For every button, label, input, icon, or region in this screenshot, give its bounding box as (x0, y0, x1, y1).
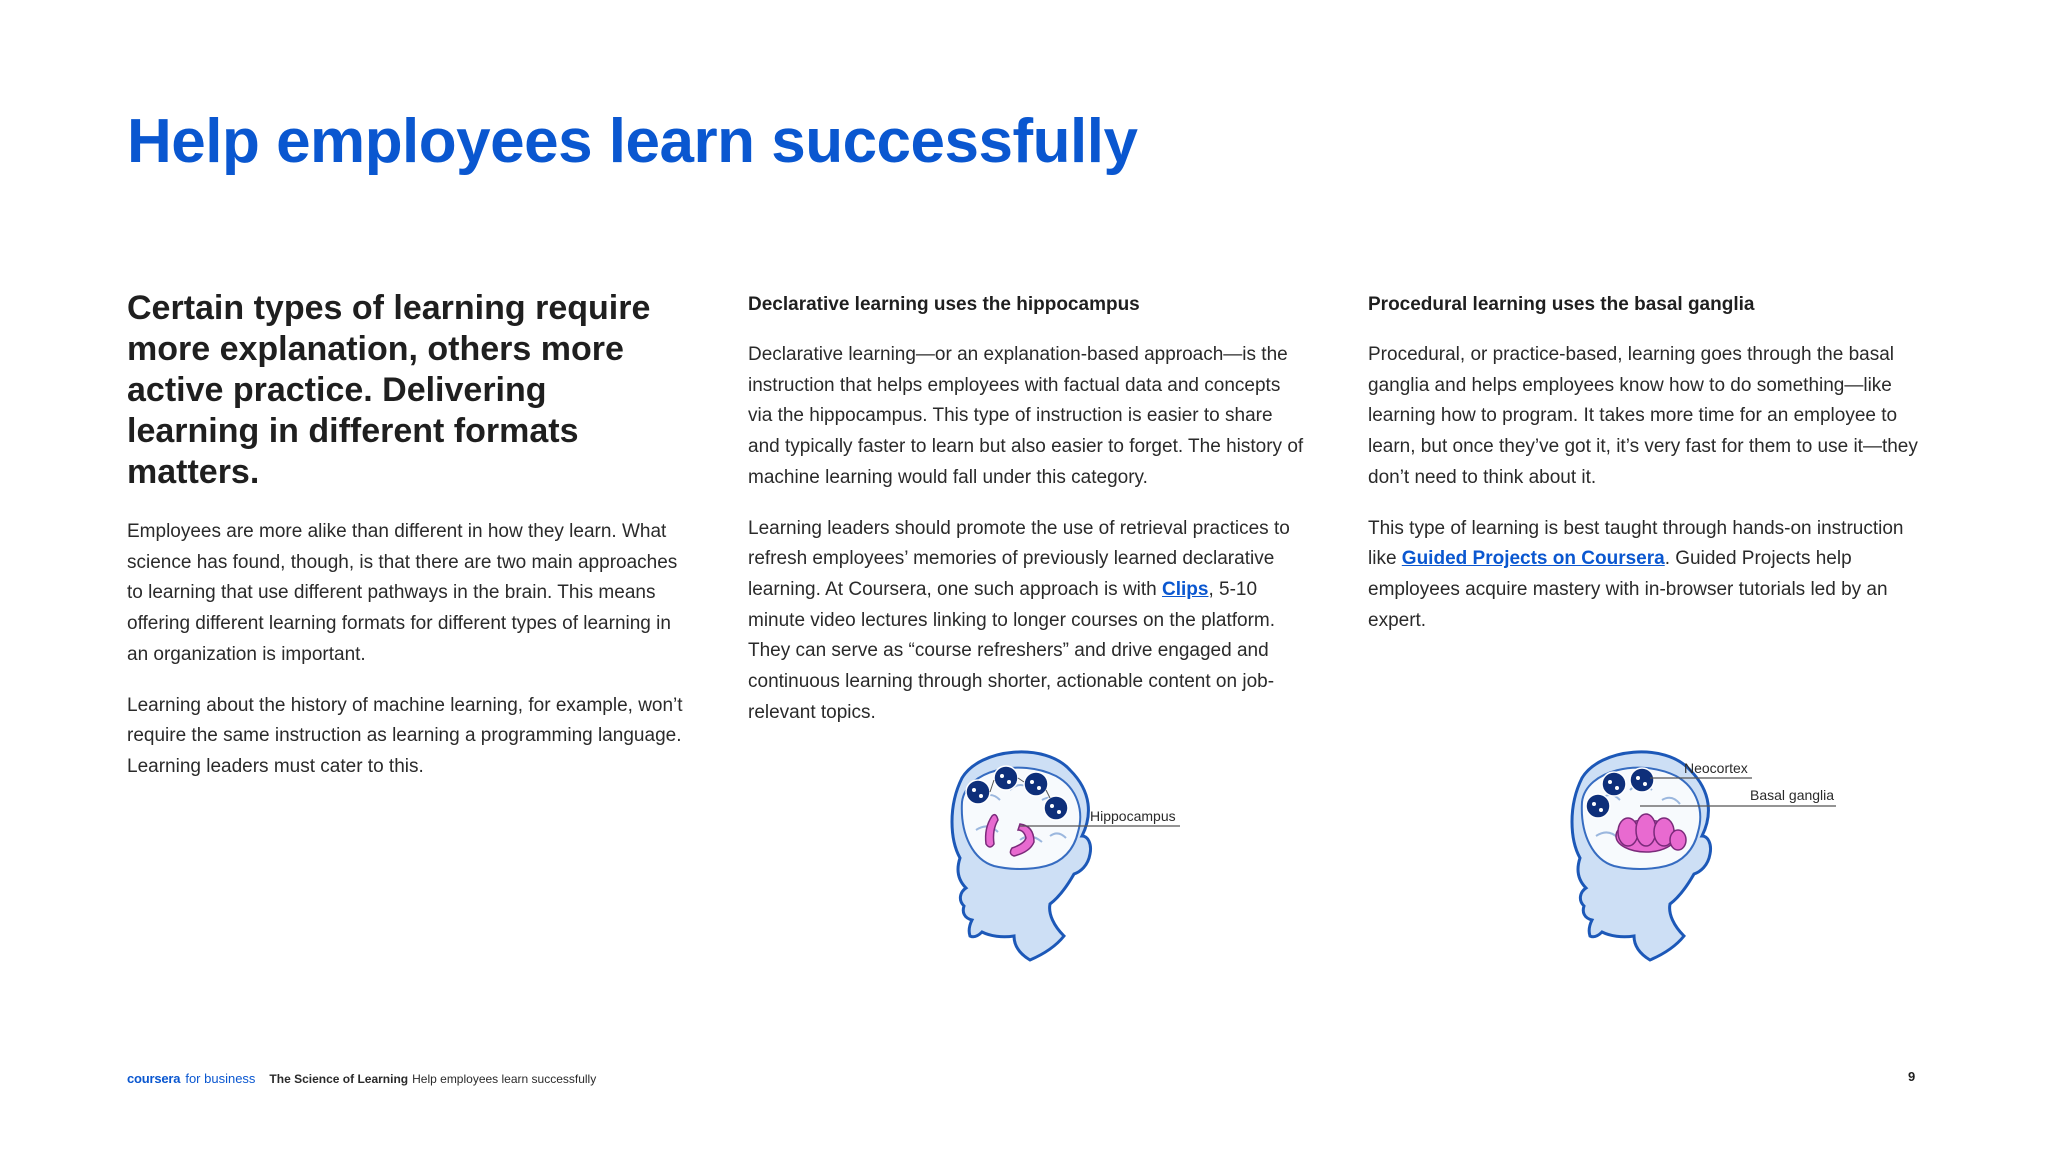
page-number: 9 (1908, 1069, 1916, 1084)
clips-link[interactable]: Clips (1162, 578, 1209, 600)
declarative-column (748, 288, 1308, 748)
coursera-logo: coursera (127, 1071, 181, 1086)
neocortex-label: Neocortex (1684, 760, 1748, 776)
declarative-paragraph-2 (748, 514, 1308, 729)
intro-paragraph-2: Learning about the history of machine learning, for example, won’t require the same instruction as learning a programming language. Learning leaders must cater to this. (127, 694, 683, 777)
procedural-paragraph-1: Procedural, or practice-based, learning goes through the basal ganglia and helps employees know how to do something—like learning how to program. It takes more time for an employee to learn, but once they’ve got it, it’s very fast for them to use it—they don’t need to think about it. (1368, 344, 1918, 488)
intro-lead: Certain types of learning require more explanation, others more active practice. Delivering learning in different formats matters. (127, 289, 651, 491)
basal-ganglia-brain-illustration (1490, 740, 1850, 980)
declarative-paragraph-1: Declarative learning—or an explanation-based approach—is the instruction that helps employees with factual data and concepts via the hippocampus. This type of instruction is easier to share and typically faster to learn but also easier to forget. The history of machine learning would fall under this category. (748, 344, 1304, 488)
procedural-heading: Procedural learning uses the basal ganglia (1368, 294, 1755, 315)
guided-projects-link[interactable]: Guided Projects on Coursera (1401, 548, 1665, 570)
declarative-text-before-link: Learning leaders should promote the use of retrieval practices to refresh employees’ memories of previously learned declarative learning. At Coursera, one such approach is with (748, 517, 1290, 600)
intro-paragraph-1: Employees are more alike than different in how they learn. What science has found, though, is that there are two main approaches to learning that use different pathways in the brain. This means offering different learning formats for different types of learning in an organization is important. (127, 521, 678, 665)
procedural-text-before-link: This type of learning is best taught through hands-on instruction like (1368, 517, 1904, 570)
footer (127, 1071, 596, 1086)
declarative-text-after-link: , 5-10 minute video lectures linking to longer courses on the platform. They can serve as “course refreshers” and drive engaged and continuous learning through shorter, actionable content on job-relevant topics. (748, 578, 1275, 723)
basal-ganglia-label: Basal ganglia (1750, 787, 1835, 803)
footer-doc-title: The Science of Learning (269, 1072, 409, 1086)
procedural-paragraph-2 (1368, 514, 1928, 637)
page-title: Help employees learn successfully (127, 107, 1138, 176)
declarative-heading: Declarative learning uses the hippocampus (748, 294, 1140, 315)
hippocampus-brain-illustration (870, 740, 1210, 980)
intro-column (127, 288, 687, 803)
procedural-column (1368, 288, 1928, 656)
footer-section: Help employees learn successfully (412, 1072, 597, 1086)
hippocampus-label: Hippocampus (1090, 808, 1176, 824)
logo-subtitle: for business (185, 1071, 256, 1086)
procedural-text-after-link: . Guided Projects help employees acquire mastery with in-browser tutorials led by an expert. (1368, 548, 1888, 631)
